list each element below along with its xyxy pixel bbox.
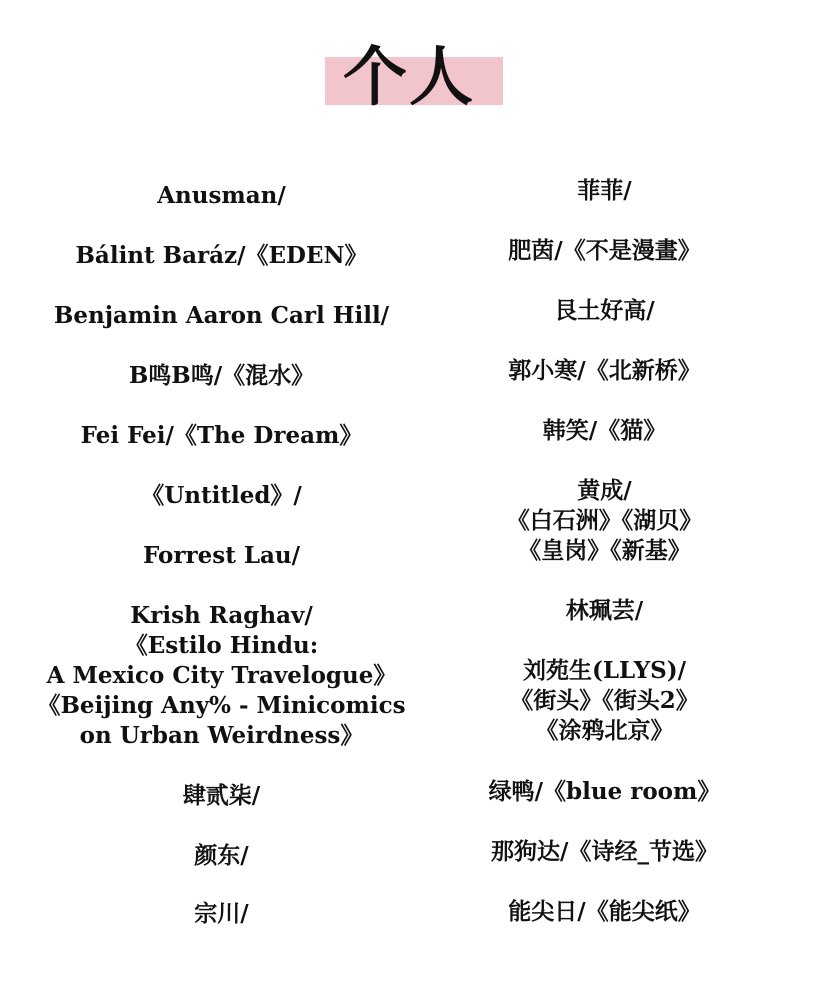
entry-line: Bálint Baráz/《EDEN》 (75, 242, 368, 269)
entry-line: 宗川/ (194, 900, 249, 927)
entry-line: 刘苑生(LLYS)/ (522, 657, 687, 684)
artist-entry (400, 837, 809, 867)
entry-line: Fei Fei/《The Dream》 (80, 422, 363, 449)
entry-line: 林珮芸/ (565, 597, 644, 624)
artist-entry (17, 361, 426, 391)
entry-line: 《Beijing Any% - Minicomics (37, 692, 406, 719)
artist-entry (400, 897, 809, 927)
entry-line: 《Estilo Hindu: (124, 632, 319, 659)
artist-entry (17, 421, 426, 451)
artist-entry (17, 541, 426, 571)
entry-line: 艮土好高/ (554, 297, 655, 324)
entry-line: A Mexico City Travelogue》 (46, 662, 397, 689)
artist-entry (17, 481, 426, 511)
entry-line: 《涂鸦北京》 (535, 717, 674, 744)
entry-line: 《白石洲》《湖贝》 (506, 507, 703, 534)
entry-line: Forrest Lau/ (142, 542, 301, 569)
artist-entry (400, 656, 809, 746)
entry-line: Anusman/ (157, 182, 286, 209)
entry-line: 颜东/ (194, 842, 249, 869)
artist-entry (400, 596, 809, 626)
entry-line: 《Untitled》/ (141, 482, 302, 509)
artist-entry (17, 301, 426, 331)
entry-line: 韩笑/《猫》 (542, 417, 667, 444)
entry-line: 肆贰柒/ (182, 782, 261, 809)
section-title: 个人 (343, 40, 475, 115)
artist-entry (17, 601, 426, 751)
entry-line: 《街头》《街头2》 (510, 687, 699, 714)
entry-line: 绿鸭/《blue room》 (488, 778, 721, 805)
entry-line: on Urban Weirdness》 (79, 722, 364, 749)
entry-line: 肥茵/《不是漫畫》 (508, 237, 701, 264)
artist-entry (17, 841, 426, 871)
entry-line: 《皇岗》《新基》 (518, 537, 691, 564)
artist-entry (17, 241, 426, 271)
artist-entry (400, 356, 809, 386)
entry-line: 菲菲/ (577, 177, 632, 204)
entry-line: 能尖日/《能尖纸》 (508, 898, 701, 925)
artist-entry (400, 176, 809, 206)
entry-line: Benjamin Aaron Carl Hill/ (53, 302, 390, 329)
entry-line: 郭小寒/《北新桥》 (508, 357, 701, 384)
entry-line: 黄成/ (577, 477, 632, 504)
artist-entry (400, 476, 809, 566)
entry-line: 那狗达/《诗经_节选》 (491, 838, 718, 865)
entry-line: Krish Raghav/ (130, 602, 313, 629)
entry-line: B鸣B鸣/《混水》 (128, 362, 315, 389)
artist-entry (400, 296, 809, 326)
artist-entry (400, 236, 809, 266)
artist-entry (17, 781, 426, 811)
section-header (0, 38, 818, 118)
artist-entry (400, 777, 809, 807)
artist-entry (17, 899, 426, 929)
artist-entry (400, 416, 809, 446)
artist-entry (17, 181, 426, 211)
